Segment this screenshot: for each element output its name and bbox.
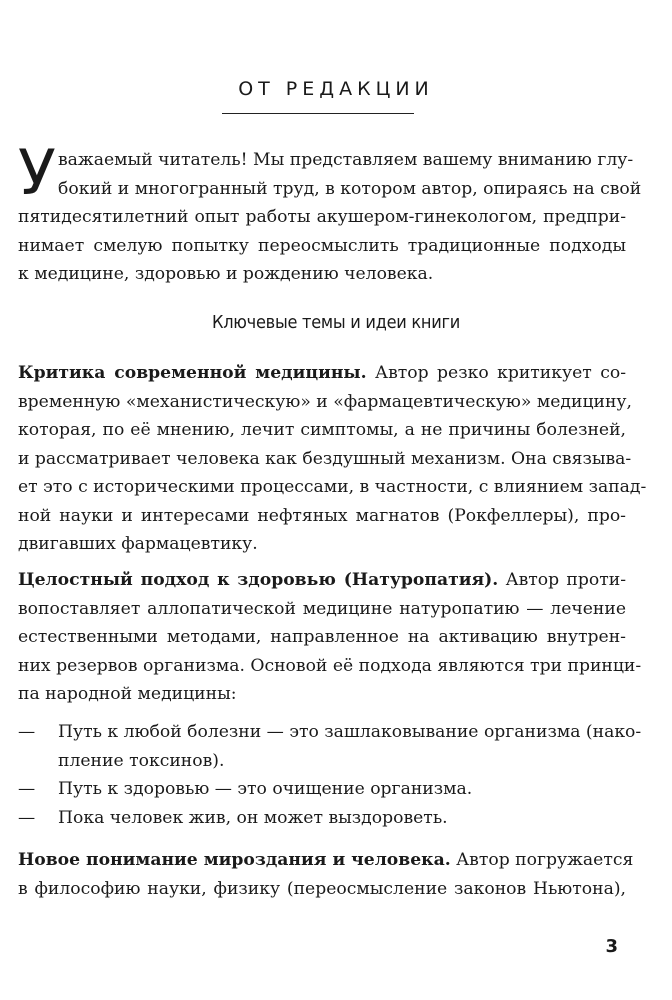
page-number: 3 bbox=[605, 936, 618, 957]
critique-line bbox=[18, 359, 626, 388]
section-heading: Ключевые темы и идеи книги bbox=[211, 312, 461, 333]
universe-line: в философию науки, физику (переосмысление законов Ньютона), bbox=[18, 878, 626, 899]
critique-line-text: Автор резко критикует со- bbox=[366, 363, 627, 383]
critique-paragraph bbox=[18, 359, 647, 559]
critique-line: ет это с историческими процессами, в частности, с влиянием запад- bbox=[18, 477, 647, 497]
section-title: ОТ РЕДАКЦИИ bbox=[238, 78, 434, 100]
universe-paragraph bbox=[18, 846, 634, 903]
critique-line: временную «механистическую» и «фармацевтическую» медицину, bbox=[18, 391, 632, 412]
universe-line-text: Автор погружается bbox=[450, 850, 634, 870]
universe-lead: Новое понимание мироздания и человека. bbox=[18, 850, 451, 870]
holistic-line: естественными методами, направленное на активацию внутрен- bbox=[18, 627, 626, 647]
critique-line: двигавших фармацевтику. bbox=[18, 534, 258, 554]
intro-paragraph bbox=[18, 146, 642, 289]
critique-line: которая, по её мнению, лечит симптомы, а не причины болезней, bbox=[18, 420, 626, 440]
critique-lead: Критика современной медицины. bbox=[18, 363, 367, 383]
list-item-text: Пока человек жив, он может выздороветь. bbox=[58, 807, 448, 828]
principles-list bbox=[18, 718, 642, 832]
list-item-text: Путь к здоровью — это очищение организма. bbox=[58, 779, 473, 799]
list-item-text: Путь к любой болезни — это зашлаковывание организма (нако- bbox=[58, 722, 642, 742]
intro-line: бокий и многогранный труд, в котором автор, опираясь на свой bbox=[58, 178, 642, 199]
critique-line: и рассматривает человека как бездушный механизм. Она связыва- bbox=[18, 448, 632, 469]
list-item bbox=[18, 804, 626, 833]
holistic-line-text: Автор проти- bbox=[498, 570, 627, 590]
holistic-line: них резервов организма. Основой её подхода являются три принци- bbox=[18, 655, 642, 676]
dash-marker: — bbox=[18, 722, 36, 742]
drop-cap-letter: У bbox=[18, 136, 56, 209]
dash-marker: — bbox=[18, 779, 36, 799]
critique-line: ной науки и интересами нефтяных магнатов (Рокфеллеры), про- bbox=[18, 505, 626, 526]
list-item-text: пление токсинов). bbox=[58, 750, 225, 771]
list-item bbox=[18, 775, 626, 804]
holistic-paragraph bbox=[18, 566, 642, 709]
universe-line bbox=[18, 846, 634, 875]
holistic-line: па народной медицины: bbox=[18, 684, 237, 704]
holistic-line: вопоставляет аллопатической медицине натуропатию — лечение bbox=[18, 598, 626, 619]
intro-line: важаемый читатель! Мы представляем вашему вниманию глу- bbox=[58, 150, 634, 170]
intro-line: пятидесятилетний опыт работы акушером-гинекологом, предпри- bbox=[18, 207, 626, 227]
intro-line: нимает смелую попытку переосмыслить традиционные подходы bbox=[18, 235, 626, 256]
list-item bbox=[18, 718, 642, 775]
holistic-line bbox=[18, 566, 626, 595]
holistic-lead: Целостный подход к здоровью (Натуропатия). bbox=[18, 570, 499, 590]
intro-line: к медицине, здоровью и рождению человека. bbox=[18, 264, 434, 284]
dash-marker: — bbox=[18, 807, 36, 828]
title-underline bbox=[222, 113, 414, 114]
